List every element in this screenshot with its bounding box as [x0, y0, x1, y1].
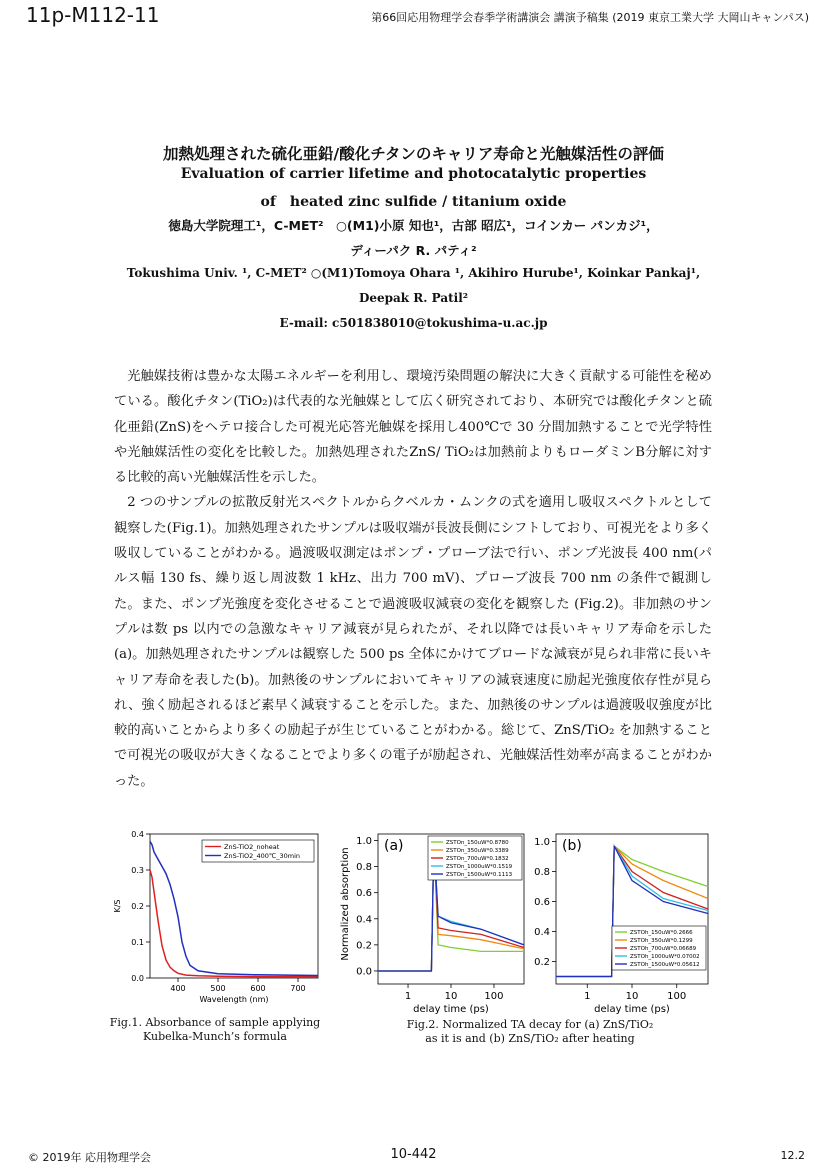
legend-entry: ZSTOh_1000uW*0.07002 [630, 953, 700, 960]
legend-entry: ZnS-TiO2_400℃_30min [224, 851, 301, 860]
fig2a-xlabel: delay time (ps) [413, 1004, 489, 1015]
legend-entry: ZSTOh_700uW*0.06689 [630, 945, 697, 952]
body-paragraph-1: 光触媒技術は豊かな太陽エネルギーを利用し、環境汚染問題の解決に大きく貢献する可能性を秘めている。酸化チタン(TiO₂)は代表的な光触媒として広く研究されており、本研究では酸化チタンと硫化亜鉛(ZnS)をヘテロ接合した可視光応答光触媒を採用し400℃で 30 分間加熱することで光学特性や光触媒活性の変化を比較した。加熱処理されたZnS/ TiO₂は加熱前よりもローダミンB分解に対する比較的高い光触媒活性を示した。 [114, 369, 712, 486]
fig1-caption [100, 1016, 330, 1044]
x-tick-label: 100 [484, 991, 504, 1002]
fig1-xlabel: Wavelength (nm) [199, 995, 269, 1004]
y-tick-label: 0.8 [534, 867, 550, 878]
y-tick-label: 0.2 [356, 940, 372, 952]
fig2-caption-line1: Fig.2. Normalized TA decay for (a) ZnS/TiO₂ [406, 1018, 654, 1031]
legend-entry: ZSTOn_700uW*0.1832 [446, 855, 509, 862]
y-tick-label: 0.6 [356, 888, 372, 900]
conference-header: 第66回応用物理学会春季学術講演会 講演予稿集 (2019 東京工業大学 大岡山キャンパス) [371, 11, 809, 24]
legend-entry: ZnS-TiO2_noheat [224, 842, 280, 851]
y-tick-label: 0.0 [356, 966, 372, 978]
x-tick-label: 500 [210, 984, 226, 993]
x-tick-label: 1 [404, 991, 412, 1002]
x-tick-label: 700 [290, 984, 306, 993]
y-tick-label: 1.0 [534, 837, 550, 848]
authors-english-line1: Tokushima Univ. ¹, C-MET² ○(M1)Tomoya Ohara ¹, Akihiro Hurube¹, Koinkar Pankaj¹, [126, 266, 701, 280]
x-tick-label: 10 [444, 991, 458, 1002]
title-japanese: 加熱処理された硫化亜鉛/酸化チタンのキャリア寿命と光触媒活性の評価 [163, 145, 664, 163]
series-line [150, 870, 318, 977]
title-english-line1: Evaluation of carrier lifetime and photocatalytic properties [180, 166, 647, 182]
fig1-ylabel: K/S [113, 899, 122, 913]
legend-entry: ZSTOn_150uW*0.8780 [446, 839, 509, 846]
authors-japanese-line1: 徳島大学院理工¹，C-MET² ○(M1)小原 知也¹，古部 昭広¹，コインカー パンカジ¹， [168, 218, 659, 233]
fig1-caption-line2: Kubelka-Munch’s formula [143, 1030, 287, 1043]
authors-english-line2: Deepak R. Patil² [358, 291, 469, 305]
fig2b-xlabel: delay time (ps) [594, 1004, 670, 1015]
y-tick-label: 0.6 [534, 897, 550, 908]
y-tick-label: 1.0 [356, 836, 372, 848]
x-tick-label: 100 [667, 991, 687, 1002]
legend-entry: ZSTOn_1500uW*0.1113 [446, 871, 513, 878]
fig1-caption-line1: Fig.1. Absorbance of sample applying [109, 1016, 321, 1029]
body-paragraph-2: 2 つのサンプルの拡散反射光スペクトルからクベルカ・ムンクの式を適用し吸収スペクトルとして観察した(Fig.1)。加熱処理されたサンプルは吸収端が長波長側にシフトしており、可視光をより多く吸収していることがわかる。過渡吸収測定はポンプ・プローブ法で行い、ポンプ光波長 400 nm(パルス幅 130 fs、繰り返し周波数 1 kHz、出力 700 mV)、プローブ波長 700 nm の条件で観測した。また、ポンプ光強度を変化させることで過渡吸収減衰の変化を観察した (Fig.2)。非加熱のサンプルは数 ps 以内での急激なキャリア減衰が見られたが、それ以降では長いキャリア寿命を示した(a)。加熱処理されたサンプルは観察した 500 ps 全体にかけてブロードな減衰が見られ非常に長いキャリア寿命を表した(b)。加熱後のサンプルにおいてキャリアの減衰速度に励起光強度依存性が見られ、強く励起されるほど素早く減衰することを示した。また、加熱後のサンプルは過渡吸収強度が比較的高いことからより多くの励起子が生じていることがわかる。総じて、ZnS/TiO₂ を加熱することで可視光の吸収が大きくなることでより多くの電子が励起され、光触媒活性効率が高まることがわかった。 [114, 495, 712, 789]
fig2b-panel-label: (b) [562, 838, 582, 854]
y-tick-label: 0.4 [534, 927, 550, 938]
fig2-caption-line2: as it is and (b) ZnS/TiO₂ after heating [425, 1032, 635, 1045]
footer-copyright: © 2019年 応用物理学会 [28, 1151, 151, 1164]
x-tick-label: 400 [170, 984, 186, 993]
legend-entry: ZSTOn_350uW*0.3389 [446, 847, 509, 854]
y-tick-label: 0.2 [534, 957, 550, 968]
fig2a-panel-label: (a) [384, 838, 404, 854]
legend-entry: ZSTOn_1000uW*0.1519 [446, 863, 513, 870]
authors-japanese-line2: ディーパク R. パティ² [350, 243, 477, 258]
title-english-line2: of heated zinc sulfide / titanium oxide [260, 194, 567, 210]
y-tick-label: 0.2 [131, 901, 144, 911]
author-email: E-mail: c501838010@tokushima-u.ac.jp [279, 316, 548, 330]
y-tick-label: 0.1 [131, 937, 144, 947]
y-tick-label: 0.0 [131, 973, 144, 983]
footer-page-number: 10-442 [390, 1147, 437, 1162]
y-tick-label: 0.4 [131, 829, 144, 839]
fig2-chart [336, 826, 716, 1016]
y-tick-label: 0.4 [356, 914, 372, 926]
legend-entry: ZSTOh_150uW*0.2666 [630, 929, 693, 936]
abstract-body [114, 364, 712, 794]
fig2-caption [360, 1018, 700, 1046]
footer-code: 12.2 [780, 1149, 805, 1162]
fig1-chart [100, 826, 330, 1012]
legend-entry: ZSTOh_1500uW*0.05612 [630, 961, 700, 968]
legend-entry: ZSTOh_350uW*0.1299 [630, 937, 693, 944]
x-tick-label: 1 [584, 991, 591, 1002]
x-tick-label: 10 [625, 991, 639, 1002]
fig2a-ylabel: Normalized absorption [340, 847, 351, 961]
x-tick-label: 600 [250, 984, 266, 993]
abstract-code: 11p-M112-11 [26, 3, 160, 27]
y-tick-label: 0.8 [356, 862, 372, 874]
y-tick-label: 0.3 [131, 865, 144, 875]
